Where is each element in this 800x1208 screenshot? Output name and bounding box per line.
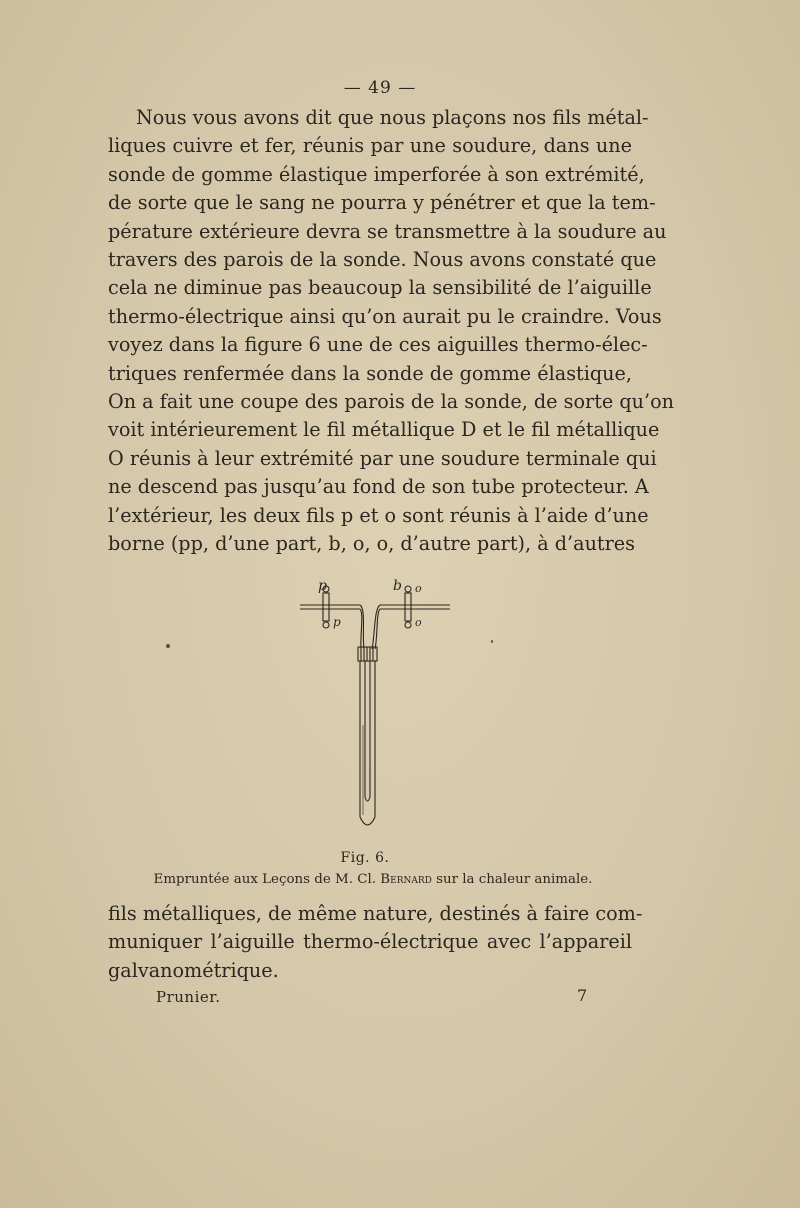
page-number: — 49 — (343, 78, 417, 98)
figure-label-p-lower: p (333, 615, 341, 629)
text-line: fils métalliques, de même nature, destinés à faire com- (108, 902, 643, 925)
text-line: de sorte que le sang ne pourra y pénétrer et que la tem- (108, 191, 656, 215)
text-line: O réunis à leur extrémité par une soudure terminale qui (108, 446, 657, 470)
figure-label-p-top: p (318, 578, 327, 594)
text-line: voyez dans la figure 6 une de ces aiguilles thermo-élec- (108, 333, 648, 357)
figure-label-o-lower: o (415, 616, 422, 629)
text-line: pérature extérieure devra se transmettre à la soudure au (108, 219, 667, 243)
printer-signature: Prunier. (156, 988, 221, 1006)
text-line: galvanométrique. (108, 958, 279, 982)
text-line: liques cuivre et fer, réunis par une soudure, dans une (108, 134, 632, 158)
body-paragraph (108, 104, 675, 559)
caption-prefix: Empruntée aux Leçons de M. Cl. (153, 872, 381, 887)
figure-caption (0, 872, 746, 887)
text-line: triques renfermée dans la sonde de gomme élastique, (108, 361, 632, 385)
text-line: travers des parois de la sonde. Nous avons constaté que (108, 248, 657, 272)
caption-author: Bernard (380, 872, 432, 887)
text-line: voit intérieurement le fil métallique D et le fil métallique (108, 418, 660, 442)
text-line: borne (pp, d’une part, b, o, o, d’autre part), à d’autres (108, 532, 636, 556)
paper-speck (491, 640, 493, 643)
thermoelectric-needle-figure (280, 575, 470, 840)
text-line: Nous vous avons dit que nous plaçons nos fils métal- (136, 106, 649, 129)
text-line: On a fait une coupe des parois de la sonde, de sorte qu’on (108, 390, 675, 414)
figure-label-b-top: b (393, 578, 402, 594)
caption-suffix: sur la chaleur animale. (431, 872, 593, 887)
figure-number: Fig. 6. (340, 850, 390, 866)
figure-label-o-top: o (415, 582, 422, 595)
text-line: muniquer l’aiguille thermo-électrique avec l’appareil (108, 930, 632, 954)
text-line: cela ne diminue pas beaucoup la sensibilité de l’aiguille (108, 276, 652, 300)
paper-speck (166, 644, 170, 648)
sheet-number: 7 (577, 986, 588, 1005)
text-line: l’extérieur, les deux fils p et o sont réunis à l’aide d’une (108, 503, 649, 527)
text-line: ne descend pas jusqu’au fond de son tube protecteur. A (108, 475, 649, 499)
text-line: sonde de gomme élastique imperforée à son extrémité, (108, 162, 645, 186)
closing-paragraph (108, 900, 643, 985)
text-line: thermo-électrique ainsi qu’on aurait pu le craindre. Vous (108, 304, 662, 328)
